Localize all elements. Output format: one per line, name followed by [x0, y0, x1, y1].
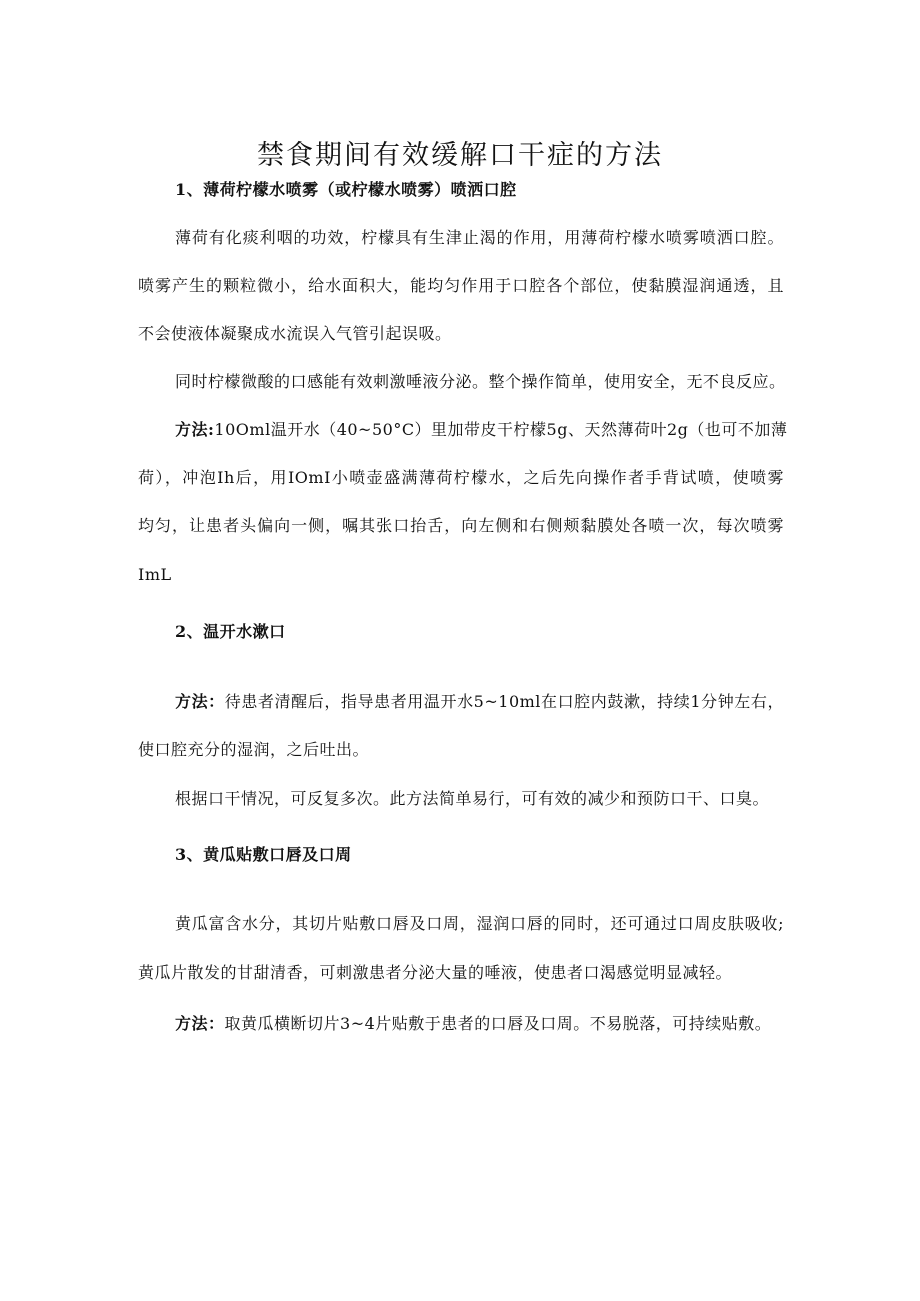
section-1-heading: 1、薄荷柠檬水喷雾（或柠檬水喷雾）喷洒口腔 [175, 180, 517, 199]
section-1-method-label: 方法: [175, 420, 215, 439]
page-title: 禁食期间有效缓解口干症的方法 [257, 140, 663, 172]
section-1-paragraph-2: 同时柠檬微酸的口感能有效刺激唾液分泌。整个操作简单，使用安全，无不良反应。 [175, 372, 786, 391]
section-1-paragraph-line: 薄荷有化痰利咽的功效，柠檬具有生津止渴的作用，用薄荷柠檬水喷雾喷洒口腔。 [175, 228, 784, 247]
section-1-paragraph-line: 不会使液体凝聚成水流误入气管引起误吸。 [138, 324, 452, 343]
section-3-paragraph-line: 黄瓜富含水分，其切片贴敷口唇及口周，湿润口唇的同时，还可通过口周皮肤吸收; [175, 914, 784, 933]
section-1-paragraph-line: 喷雾产生的颗粒微小，给水面积大，能均匀作用于口腔各个部位，使黏膜湿润通透，且 [138, 276, 784, 295]
section-3-method-label: 方法： [175, 1014, 225, 1033]
section-2-paragraph-2: 根据口干情况，可反复多次。此方法简单易行，可有效的减少和预防口干、口臭。 [175, 789, 770, 808]
section-2-method-line [175, 690, 784, 714]
section-3-method-text: 取黄瓜横断切片3~4片贴敷于患者的口唇及口周。不易脱落，可持续贴敷。 [224, 1014, 772, 1033]
section-3-heading: 3、黄瓜贴敷口唇及口周 [175, 845, 352, 864]
section-3-paragraph-line: 黄瓜片散发的甘甜清香，可刺激患者分泌大量的唾液，使患者口渴感觉明显减轻。 [138, 963, 733, 982]
section-3-method-line [175, 1012, 771, 1036]
section-2-method-text: 待患者清醒后，指导患者用温开水5~10ml在口腔内鼓漱，持续1分钟左右， [224, 692, 784, 711]
section-2-method-line: 使口腔充分的湿润，之后吐出。 [138, 740, 370, 759]
section-1-method-line: 均匀，让患者头偏向一侧，嘱其张口抬舌，向左侧和右侧颊黏膜处各喷一次，每次喷雾 [138, 516, 784, 535]
section-1-method-line [175, 418, 788, 442]
section-1-method-line: ImL [138, 565, 172, 584]
section-2-method-label: 方法： [175, 692, 225, 711]
section-2-heading: 2、温开水漱口 [175, 622, 286, 641]
section-1-method-line: 荷），冲泡Ih后，用IOmI小喷壶盛满薄荷柠檬水，之后先向操作者手背试喷，使喷雾 [138, 468, 784, 487]
section-1-method-text: 10Oml温开水（40~50°C）里加带皮干柠檬5g、天然薄荷叶2g（也可不加薄 [214, 420, 788, 439]
